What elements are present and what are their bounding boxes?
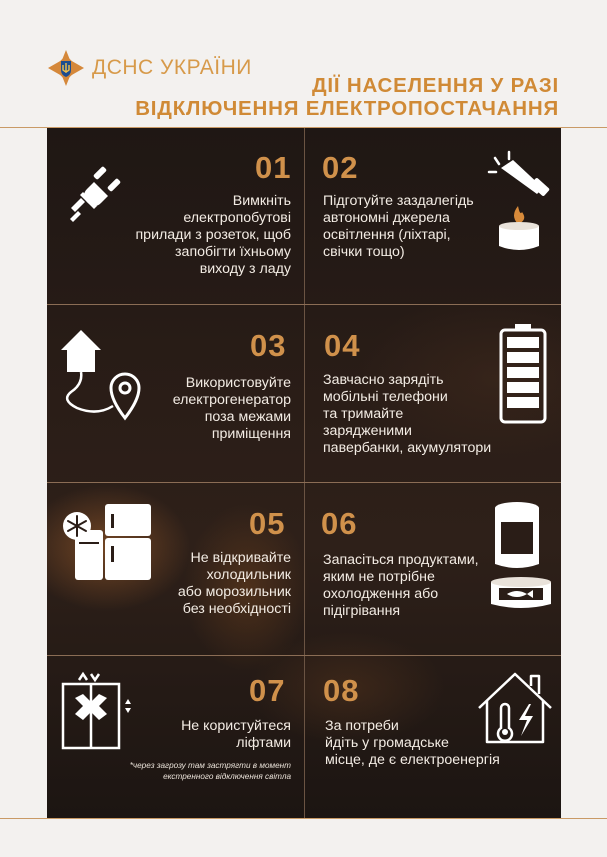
unplug-icon bbox=[61, 158, 131, 228]
dsns-emblem-icon bbox=[48, 50, 84, 86]
info-panel bbox=[47, 128, 561, 818]
item-number: 05 bbox=[249, 506, 286, 541]
footnote: *через загрозу там застрягти в момент екстренного відключення світла bbox=[129, 761, 291, 781]
row-divider bbox=[47, 655, 561, 656]
item-number: 03 bbox=[250, 328, 287, 363]
bottom-divider bbox=[0, 818, 607, 819]
row-divider bbox=[47, 304, 561, 305]
item-text: Запасіться продуктами, яким не потрібне охолодження або підігрівання bbox=[323, 552, 479, 619]
brand-name: ДСНС УКРАЇНИ bbox=[92, 56, 252, 79]
elevator-icon bbox=[59, 670, 139, 750]
item-text: Завчасно зарядіть мобільні телефони та тримайте зарядженими павербанки, акумулятори bbox=[323, 372, 492, 456]
header bbox=[0, 0, 607, 128]
item-number: 01 bbox=[255, 150, 292, 185]
item-text: Використовуйте електрогенератор поза межами приміщення bbox=[172, 375, 291, 442]
item-number: 04 bbox=[324, 328, 361, 363]
title-line-1: ДІЇ НАСЕЛЕННЯ У РАЗІ bbox=[312, 74, 559, 97]
title-line-2: ВІДКЛЮЧЕННЯ ЕЛЕКТРОПОСТАЧАННЯ bbox=[135, 97, 559, 120]
item-number: 07 bbox=[249, 673, 286, 708]
item-number: 08 bbox=[323, 673, 360, 708]
house-location-icon bbox=[59, 328, 149, 428]
item-text: Не користуйтеся ліфтами bbox=[181, 718, 291, 751]
page-title bbox=[135, 74, 559, 120]
item-number: 02 bbox=[322, 150, 359, 185]
warm-house-icon bbox=[475, 668, 555, 748]
canned-food-icon bbox=[487, 500, 557, 615]
flashlight-candle-icon bbox=[487, 146, 557, 256]
row-divider bbox=[47, 482, 561, 483]
item-number: 06 bbox=[321, 506, 358, 541]
item-text: Не відкривайте холодильник або морозильник без необхідності bbox=[177, 550, 291, 617]
fridge-icon bbox=[61, 502, 161, 582]
item-text: Підготуйте заздалегідь автономні джерела освітлення (ліхтарі, свічки тощо) bbox=[323, 193, 474, 260]
item-text: Вимкніть електропобутові прилади з розеток, щоб запобігти їхньому виходу з ладу bbox=[135, 193, 291, 277]
column-divider bbox=[304, 128, 305, 818]
battery-icon bbox=[499, 324, 549, 424]
item-text: За потреби йдіть у громадське місце, де є електроенергія bbox=[325, 718, 500, 768]
